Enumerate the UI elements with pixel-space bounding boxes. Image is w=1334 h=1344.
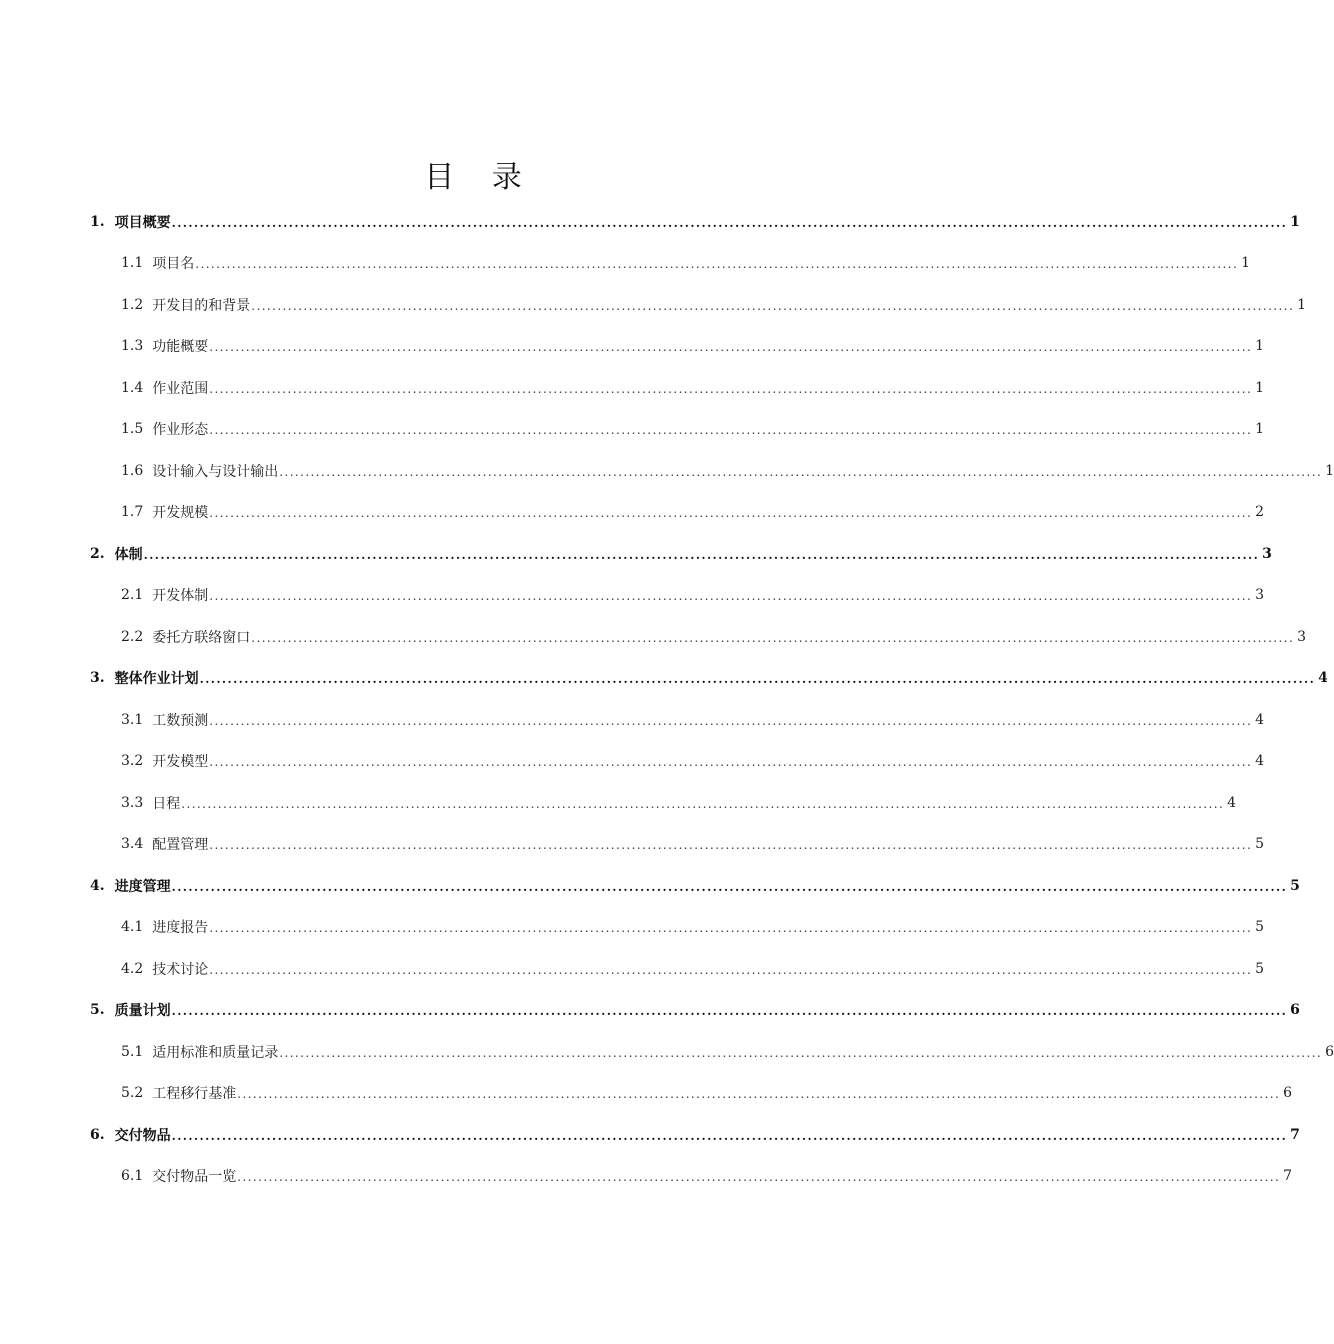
toc-entry-number: 2.1	[121, 587, 144, 604]
toc-dot-leader: ........................................................................................................................................................................................................	[279, 464, 1323, 479]
toc-page-number: 1	[1290, 213, 1300, 230]
toc-entry-number: 3.1	[121, 711, 144, 728]
toc-subsection-entry[interactable]	[0, 326, 1265, 368]
toc-dot-leader: ........................................................................................................................................................................................................	[251, 298, 1295, 313]
toc-page-number: 1	[1255, 338, 1265, 355]
toc-entry-title: 委托方联络窗口	[152, 629, 251, 646]
toc-section-entry[interactable]	[0, 990, 1300, 1032]
toc-entry-number: 1.3	[121, 338, 144, 355]
toc-page-number: 1	[1255, 421, 1265, 438]
toc-entry-number: 1.1	[121, 255, 144, 272]
toc-entry-title: 作业范围	[152, 380, 209, 397]
toc-dot-leader: ........................................................................................................................................................................................................	[171, 215, 1288, 230]
toc-page-number: 1	[1297, 296, 1307, 313]
toc-entry-number: 1.6	[121, 462, 144, 479]
toc-dot-leader: ........................................................................................................................................................................................................	[209, 423, 1253, 438]
toc-dot-leader: ........................................................................................................................................................................................................	[237, 1087, 1281, 1102]
toc-entry-title: 项目名	[152, 256, 195, 273]
toc-page-number: 6	[1325, 1043, 1334, 1060]
toc-subsection-entry[interactable]	[0, 616, 1307, 658]
toc-section-entry[interactable]	[0, 865, 1300, 907]
toc-entry-number: 1.4	[121, 379, 144, 396]
toc-entry-title: 项目概要	[114, 214, 171, 231]
toc-dot-leader: ........................................................................................................................................................................................................	[209, 340, 1253, 355]
toc-entry-title: 适用标准和质量记录	[152, 1044, 279, 1061]
toc-dot-leader: ........................................................................................................................................................................................................	[209, 713, 1253, 728]
toc-entry-number: 1.7	[121, 504, 144, 521]
table-of-contents	[0, 201, 1334, 1197]
toc-entry-number: 3.4	[121, 836, 144, 853]
toc-page-number: 5	[1255, 919, 1265, 936]
toc-entry-title: 质量计划	[114, 1003, 171, 1020]
toc-subsection-entry[interactable]	[0, 367, 1265, 409]
toc-page-number: 3	[1255, 587, 1265, 604]
toc-subsection-entry[interactable]	[0, 409, 1265, 451]
toc-dot-leader: ........................................................................................................................................................................................................	[181, 796, 1225, 811]
toc-page-number: 4	[1227, 794, 1237, 811]
toc-dot-leader: ........................................................................................................................................................................................................	[209, 589, 1253, 604]
toc-entry-title: 配置管理	[152, 837, 209, 854]
toc-page-number: 2	[1255, 504, 1265, 521]
toc-entry-number: 3.3	[121, 794, 144, 811]
toc-dot-leader: ........................................................................................................................................................................................................	[209, 962, 1253, 977]
toc-entry-number: 1.2	[121, 296, 144, 313]
toc-subsection-entry[interactable]	[0, 243, 1251, 285]
toc-subsection-entry[interactable]	[0, 782, 1237, 824]
toc-entry-number: 5.2	[121, 1085, 144, 1102]
toc-entry-title: 整体作业计划	[114, 671, 199, 688]
toc-subsection-entry[interactable]	[0, 741, 1265, 783]
toc-entry-title: 进度报告	[152, 920, 209, 937]
toc-entry-number: 2.2	[121, 628, 144, 645]
toc-subsection-entry[interactable]	[0, 1156, 1293, 1198]
toc-entry-number: 4.	[90, 877, 105, 894]
toc-entry-title: 日程	[152, 795, 181, 812]
toc-dot-leader: ........................................................................................................................................................................................................	[171, 879, 1288, 894]
toc-page-number: 4	[1255, 753, 1265, 770]
toc-dot-leader: ........................................................................................................................................................................................................	[209, 755, 1253, 770]
toc-dot-leader: ........................................................................................................................................................................................................	[171, 1004, 1288, 1019]
toc-entry-title: 工程移行基准	[152, 1086, 237, 1103]
toc-entry-title: 开发模型	[152, 754, 209, 771]
toc-page-number: 5	[1290, 877, 1300, 894]
toc-page-number: 7	[1290, 1126, 1300, 1143]
toc-entry-number: 5.	[90, 1002, 105, 1019]
toc-entry-number: 1.5	[121, 421, 144, 438]
toc-entry-number: 1.	[90, 213, 105, 230]
toc-subsection-entry[interactable]	[0, 1031, 1334, 1073]
toc-entry-title: 开发体制	[152, 588, 209, 605]
toc-page-number: 6	[1283, 1085, 1293, 1102]
toc-section-entry[interactable]	[0, 658, 1328, 700]
toc-dot-leader: ........................................................................................................................................................................................................	[199, 672, 1316, 687]
toc-page-number: 3	[1297, 628, 1307, 645]
toc-entry-number: 4.2	[121, 960, 144, 977]
toc-entry-number: 6.1	[121, 1168, 144, 1185]
toc-entry-title: 体制	[114, 546, 143, 563]
toc-dot-leader: ........................................................................................................................................................................................................	[251, 630, 1295, 645]
toc-section-entry[interactable]	[0, 1114, 1300, 1156]
toc-entry-title: 功能概要	[152, 339, 209, 356]
toc-dot-leader: ........................................................................................................................................................................................................	[209, 381, 1253, 396]
toc-subsection-entry[interactable]	[0, 1073, 1293, 1115]
toc-dot-leader: ........................................................................................................................................................................................................	[171, 1128, 1288, 1143]
toc-entry-number: 4.1	[121, 919, 144, 936]
toc-page-number: 4	[1318, 670, 1328, 687]
toc-entry-number: 3.	[90, 670, 105, 687]
toc-subsection-entry[interactable]	[0, 948, 1265, 990]
toc-subsection-entry[interactable]	[0, 492, 1265, 534]
toc-entry-title: 开发目的和背景	[152, 297, 251, 314]
toc-entry-title: 技术讨论	[152, 961, 209, 978]
toc-dot-leader: ........................................................................................................................................................................................................	[195, 257, 1239, 272]
toc-entry-number: 3.2	[121, 753, 144, 770]
toc-page-number: 3	[1262, 545, 1272, 562]
toc-dot-leader: ........................................................................................................................................................................................................	[237, 1170, 1281, 1185]
toc-page-number: 6	[1290, 1002, 1300, 1019]
toc-entry-title: 交付物品一览	[152, 1169, 237, 1186]
toc-page-number: 1	[1255, 379, 1265, 396]
toc-subsection-entry[interactable]	[0, 450, 1334, 492]
toc-subsection-entry[interactable]	[0, 284, 1307, 326]
toc-section-entry[interactable]	[0, 201, 1300, 243]
toc-subsection-entry[interactable]	[0, 824, 1265, 866]
toc-entry-title: 交付物品	[114, 1127, 171, 1144]
toc-section-entry[interactable]	[0, 533, 1272, 575]
toc-subsection-entry[interactable]	[0, 907, 1265, 949]
toc-page-number: 5	[1255, 836, 1265, 853]
toc-dot-leader: ........................................................................................................................................................................................................	[209, 506, 1253, 521]
toc-title: 目 录	[424, 160, 536, 195]
toc-page-number: 5	[1255, 960, 1265, 977]
toc-dot-leader: ........................................................................................................................................................................................................	[279, 1045, 1323, 1060]
toc-page-number: 7	[1283, 1168, 1293, 1185]
toc-subsection-entry[interactable]	[0, 699, 1265, 741]
toc-entry-title: 开发规模	[152, 505, 209, 522]
toc-entry-number: 2.	[90, 545, 105, 562]
toc-dot-leader: ........................................................................................................................................................................................................	[143, 547, 1260, 562]
toc-dot-leader: ........................................................................................................................................................................................................	[209, 838, 1253, 853]
toc-page-number: 4	[1255, 711, 1265, 728]
toc-entry-title: 进度管理	[114, 878, 171, 895]
toc-entry-title: 作业形态	[152, 422, 209, 439]
toc-dot-leader: ........................................................................................................................................................................................................	[209, 921, 1253, 936]
toc-page-number: 1	[1325, 462, 1334, 479]
toc-entry-title: 设计输入与设计输出	[152, 463, 279, 480]
toc-subsection-entry[interactable]	[0, 575, 1265, 617]
toc-entry-number: 6.	[90, 1126, 105, 1143]
toc-entry-title: 工数预测	[152, 712, 209, 729]
toc-page-number: 1	[1241, 255, 1251, 272]
toc-entry-number: 5.1	[121, 1043, 144, 1060]
